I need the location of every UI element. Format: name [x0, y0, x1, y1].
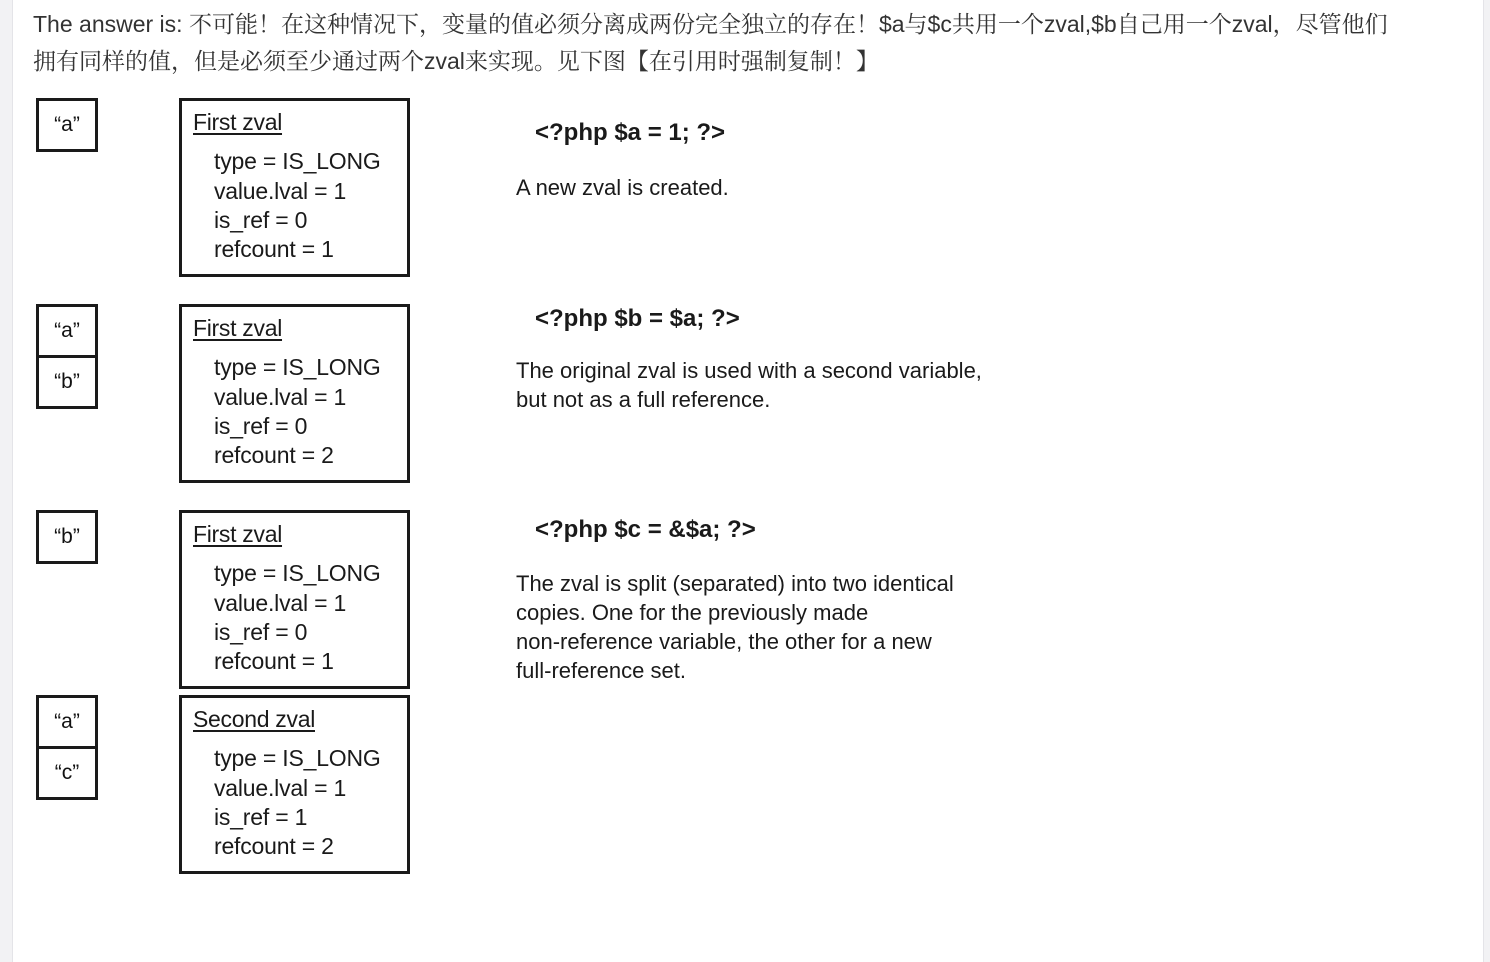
step-description [516, 356, 982, 414]
zval-refcount: refcount = 1 [214, 648, 334, 674]
description-line: full-reference set. [516, 658, 686, 683]
zval-box [179, 695, 410, 874]
answer-line-2: 拥有同样的值，但是必须至少通过两个zval来实现。见下图【在引用时强制复制！】 [33, 48, 879, 74]
zval-type: type = IS_LONG [214, 148, 381, 174]
article-body [12, 0, 1484, 962]
zval-value: value.lval = 1 [214, 590, 347, 616]
step-description [516, 173, 729, 202]
description-line: The original zval is used with a second variable, [516, 358, 982, 383]
variable-name: “a” [54, 113, 80, 136]
variable-name: “a” [54, 710, 80, 733]
php-code-line: <?php $a = 1; ?> [535, 119, 726, 146]
variable-stack [36, 98, 98, 152]
description-line: non-reference variable, the other for a new [516, 629, 932, 654]
zval-type: type = IS_LONG [214, 745, 381, 771]
variable-name: “a” [54, 319, 80, 342]
description-line: A new zval is created. [516, 175, 729, 200]
zval-is-ref: is_ref = 0 [214, 207, 308, 233]
description-line: but not as a full reference. [516, 387, 771, 412]
zval-refcount: refcount = 1 [214, 236, 334, 262]
variable-name: “b” [54, 525, 80, 548]
zval-title: First zval [193, 315, 283, 341]
answer-line-1: The answer is: 不可能！在这种情况下，变量的值必须分离成两份完全独立的存在！$a与$c共用一个zval,$b自己用一个zval，尽管他们 [33, 11, 1388, 37]
variable-name: “b” [39, 355, 95, 406]
description-line: copies. One for the previously made [516, 600, 869, 625]
zval-refcount: refcount = 2 [214, 833, 334, 859]
zval-box [179, 510, 410, 689]
zval-box [179, 304, 410, 483]
variable-stack [36, 695, 98, 800]
zval-title: Second zval [193, 706, 315, 732]
zval-title: First zval [193, 521, 283, 547]
zval-diagram-figure [13, 0, 1483, 962]
zval-box [179, 98, 410, 277]
zval-is-ref: is_ref = 1 [214, 804, 308, 830]
description-line: The zval is split (separated) into two identical [516, 571, 954, 596]
zval-title: First zval [193, 109, 283, 135]
variable-stack [36, 304, 98, 409]
zval-is-ref: is_ref = 0 [214, 619, 308, 645]
php-code-line: <?php $c = &$a; ?> [535, 516, 756, 543]
zval-value: value.lval = 1 [214, 384, 347, 410]
step-description [516, 569, 954, 685]
zval-value: value.lval = 1 [214, 775, 347, 801]
variable-stack [36, 510, 98, 564]
zval-refcount: refcount = 2 [214, 442, 334, 468]
php-code-line: <?php $b = $a; ?> [535, 305, 740, 332]
zval-type: type = IS_LONG [214, 560, 381, 586]
zval-value: value.lval = 1 [214, 178, 347, 204]
zval-is-ref: is_ref = 0 [214, 413, 308, 439]
variable-name: “c” [39, 746, 95, 797]
zval-type: type = IS_LONG [214, 354, 381, 380]
